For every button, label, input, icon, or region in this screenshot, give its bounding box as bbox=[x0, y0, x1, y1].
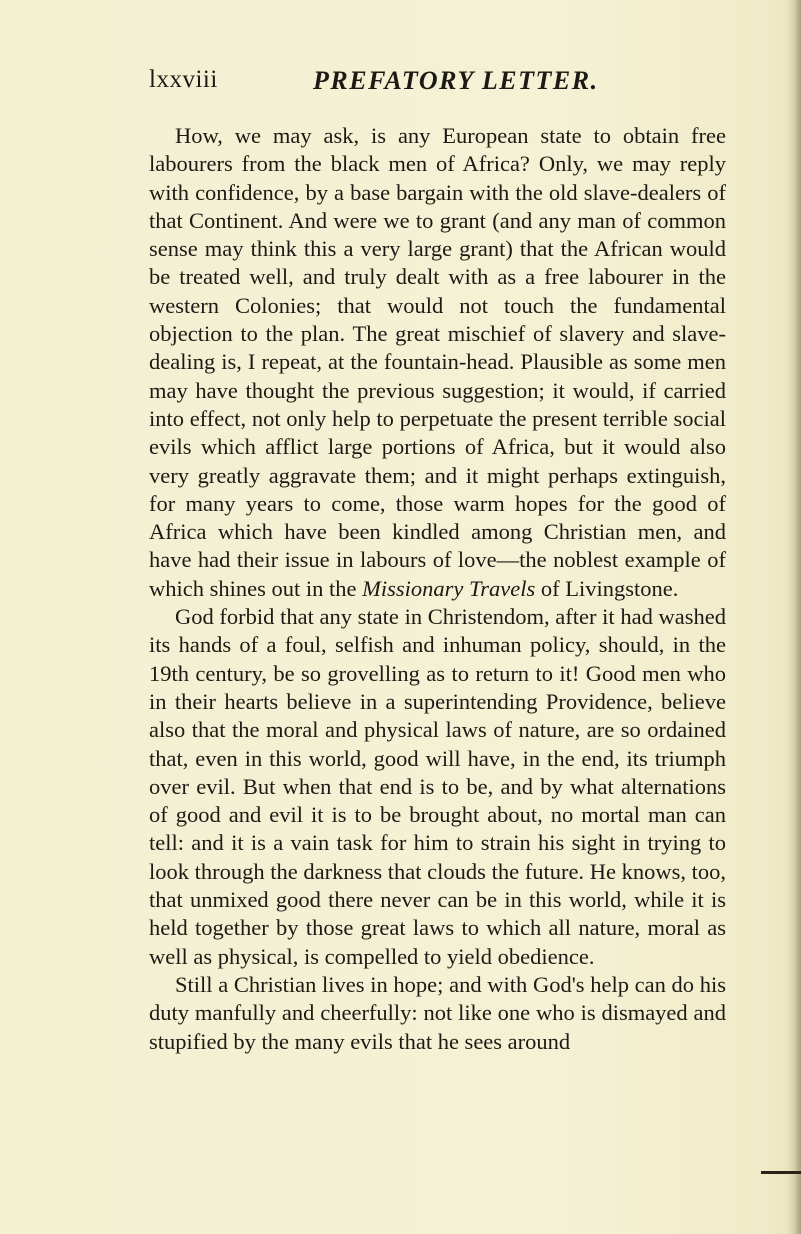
paragraph: Still a Christian lives in hope; and with God's help can do his duty manfully and cheerfully: not like one who is dismayed and stupified by the many evils that he sees around bbox=[149, 971, 726, 1054]
running-title: PREFATORY LETTER. bbox=[313, 66, 599, 95]
paragraph-text: How, we may ask, is any European state to obtain free labourers from the black men of Africa? Only, we may reply with confidence, by a base bargain with the old slave-dealers of that Continent. And were we to grant (and any man of common sense may think this a very large grant) that the African would be treated well, and truly dealt with as a free labourer in the western Colonies; that would not touch the fundamental objection to the plan. The great mischief of slavery and slave-dealing is, I repeat, at the fountain-head. Plausible as some men may have thought the previous suggestion; it would, if carried into effect, not only help to perpetuate the present terrible social evils which afflict large portions of Africa, but it would also very greatly aggravate them; and it might perhaps extinguish, for many years to come, those warm hopes for the good of Africa which have been kindled among Christian men, and have had their issue in labours of love—the noblest example of which shines out in the bbox=[149, 123, 726, 601]
page-header bbox=[149, 66, 709, 106]
page-edge-shadow bbox=[787, 0, 801, 1234]
book-title-italic: Missionary Travels bbox=[362, 575, 536, 601]
paragraph bbox=[149, 122, 726, 603]
page-edge-mark bbox=[761, 1171, 801, 1174]
paragraph: God forbid that any state in Christendom, after it had washed its hands of a foul, selfish and inhuman policy, should, in the 19th century, be so grovelling as to return to it! Good men who in their hearts believe in a superintending Providence, believe also that the moral and physical laws of nature, are so ordained that, even in this world, good will have, in the end, its triumph over evil. But when that end is to be, and by what alternations of good and evil it is to be brought about, no mortal man can tell: and it is a vain task for him to strain his sight in trying to look through the darkness that clouds the future. He knows, too, that unmixed good there never can be in this world, while it is held together by those great laws to which all nature, moral as well as physical, is compelled to yield obedience. bbox=[149, 604, 726, 969]
page-number: lxxviii bbox=[149, 66, 218, 93]
paragraph-text-end: of Livingstone. bbox=[535, 575, 679, 601]
body-text bbox=[149, 122, 726, 1056]
